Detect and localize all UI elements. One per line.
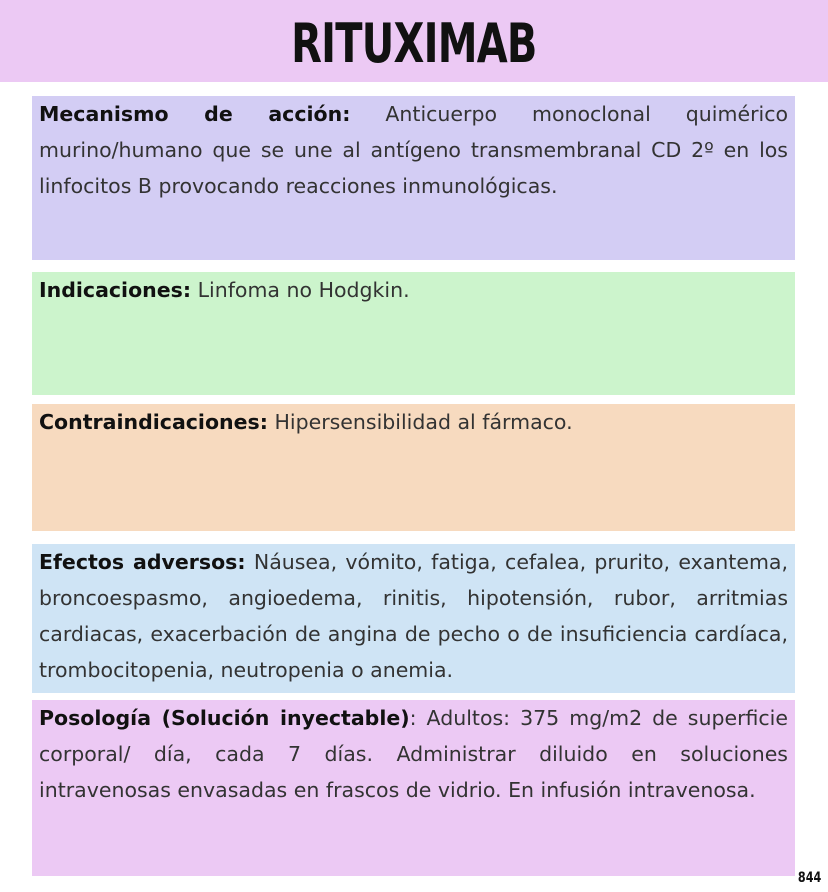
title-banner (0, 0, 828, 82)
dosage-label: Posología (Solución inyectable) (39, 706, 410, 730)
section-contraindications (32, 404, 795, 531)
contraindications-text: Hipersensibilidad al fármaco. (267, 410, 573, 434)
section-adverse-effects (32, 544, 795, 693)
indications-text: Linfoma no Hodgkin. (191, 278, 410, 302)
adverse-effects-text: Náusea, vómito, fatiga, cefalea, prurito, exantema, broncoespasmo, angioedema, rinitis, hipotensión, rubor, arritmias cardiacas, exacerbación de angina de pecho o de insuficiencia cardíaca, trombocitopenia, neutropenia o anemia. (39, 550, 788, 682)
section-indications (32, 272, 795, 395)
section-dosage (32, 700, 795, 876)
section-mechanism (32, 96, 795, 260)
mechanism-text: Anticuerpo monoclonal quimérico murino/humano que se une al antígeno transmembranal CD 2º en los linfocitos B provocando reacciones inmunológicas. (39, 102, 789, 198)
dosage-text: : Adultos: 375 mg/m2 de superficie corporal/ día, cada 7 días. Administrar diluido en soluciones intravenosas envasadas en frascos de vidrio. En infusión intravenosa. (39, 706, 788, 802)
page-number: 844 (797, 870, 822, 886)
indications-label: Indicaciones: (39, 278, 192, 302)
contraindications-label: Contraindicaciones: (39, 410, 268, 434)
mechanism-label: Mecanismo de acción: (39, 102, 351, 126)
adverse-effects-label: Efectos adversos: (39, 550, 246, 574)
drug-title: RITUXIMAB (291, 11, 537, 75)
